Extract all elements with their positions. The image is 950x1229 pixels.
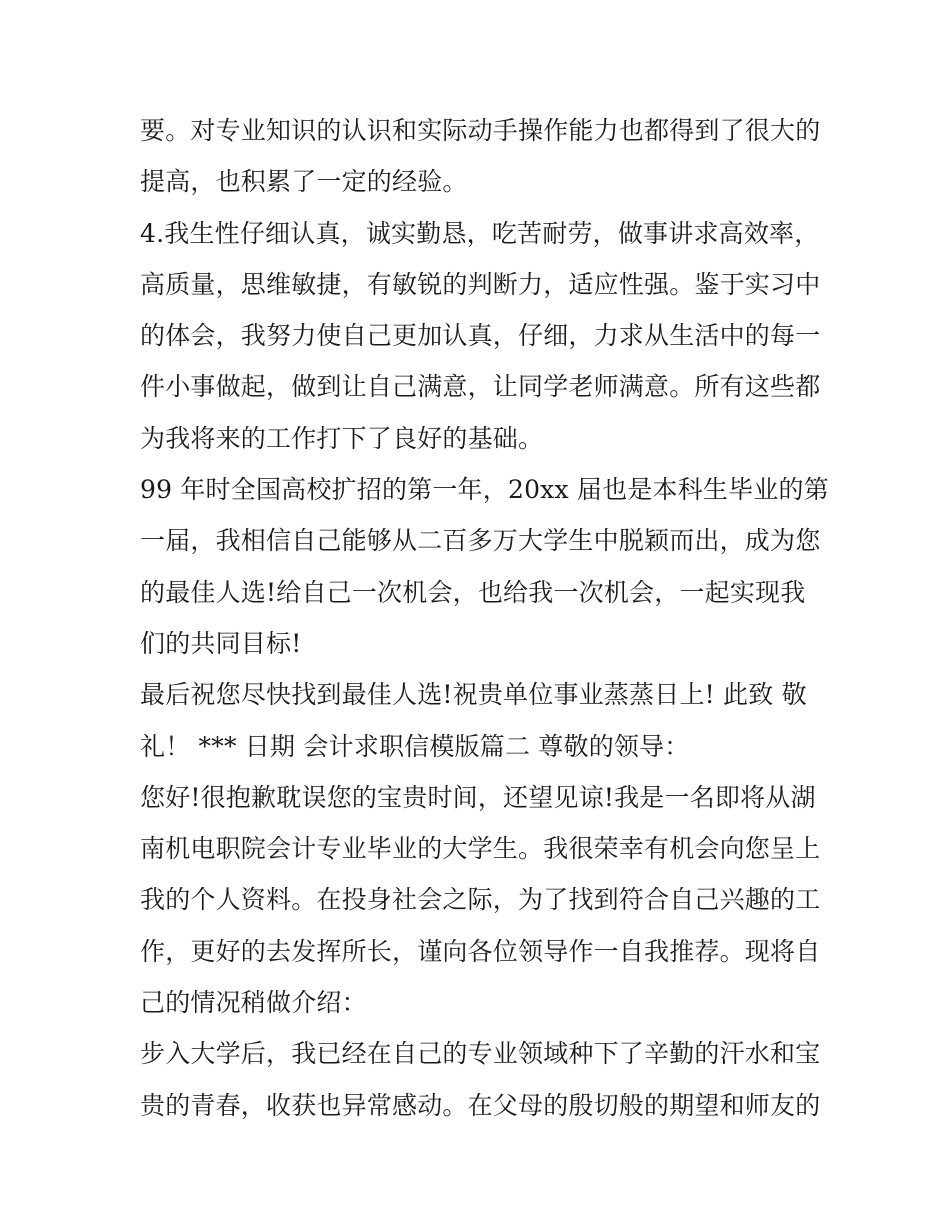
text-line: 一届，我相信自己能够从二百多万大学生中脱颖而出，成为您	[140, 526, 821, 556]
text-line: 您好!很抱歉耽误您的宝贵时间，还望见谅!我是一名即将从湖	[140, 782, 816, 812]
text-line: 礼！ *** 日期 会计求职信模版篇二 尊敬的领导：	[140, 731, 690, 761]
text-line: 4.我生性仔细认真，诚实勤恳，吃苦耐劳，做事讲求高效率，	[140, 218, 820, 248]
text-line: 步入大学后，我已经在自己的专业领域种下了辛勤的汗水和宝	[140, 1039, 821, 1069]
text-line: 贵的青春，收获也异常感动。在父母的殷切般的期望和师友的	[140, 1090, 821, 1120]
text-line: 己的情况稍做介绍：	[140, 988, 367, 1018]
text-line: 的体会，我努力使自己更加认真，仔细，力求从生活中的每一	[140, 321, 821, 351]
text-line: 最后祝您尽快找到最佳人选!祝贵单位事业蒸蒸日上! 此致 敬	[140, 680, 807, 710]
text-line: 们的共同目标!	[140, 628, 302, 658]
text-line: 作，更好的去发挥所长，谨向各位领导作一自我推荐。现将自	[140, 936, 821, 966]
text-line: 南机电职院会计专业毕业的大学生。我很荣幸有机会向您呈上	[140, 834, 821, 864]
text-line: 我的个人资料。在投身社会之际，为了找到符合自己兴趣的工	[140, 885, 821, 915]
text-line: 99 年时全国高校扩招的第一年，20xx 届也是本科生毕业的第	[140, 475, 829, 505]
text-line: 要。对专业知识的认识和实际动手操作能力也都得到了很大的	[140, 116, 821, 145]
document-body	[140, 105, 830, 1131]
text-line: 高质量，思维敏捷，有敏锐的判断力，适应性强。鉴于实习中	[140, 269, 821, 299]
text-line: 件小事做起，做到让自己满意，让同学老师满意。所有这些都	[140, 372, 821, 402]
text-line: 为我将来的工作打下了良好的基础。	[140, 423, 544, 453]
text-line: 的最佳人选!给自己一次机会，也给我一次机会，一起实现我	[140, 577, 806, 607]
text-line: 提高，也积累了一定的经验。	[140, 167, 468, 197]
